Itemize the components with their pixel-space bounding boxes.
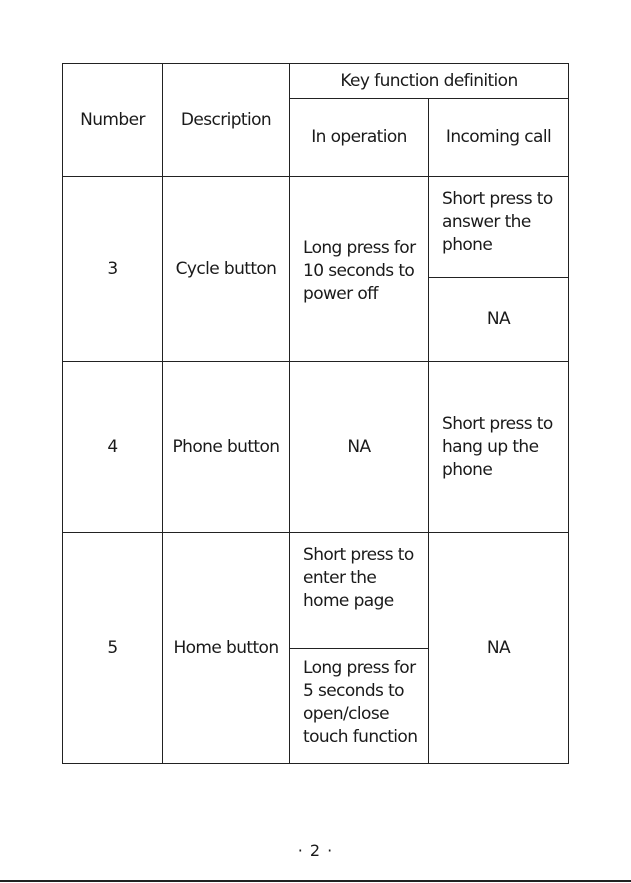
header-in-operation: In operation: [290, 99, 429, 177]
page-bottom-rule: [0, 880, 631, 882]
page-number: · 2 ·: [297, 841, 334, 860]
row-5-in-operation-short-press: Short press to enter the home page: [290, 533, 429, 649]
row-4-incoming-call: Short press to hang up the phone: [429, 362, 569, 533]
header-key-function-definition: Key function definition: [290, 64, 569, 99]
header-incoming-call: Incoming call: [429, 99, 569, 177]
row-5-in-operation-long-press: Long press for 5 seconds to open/close touch function: [290, 649, 429, 764]
row-3-number: 3: [63, 177, 163, 362]
row-5-description: Home button: [163, 533, 290, 764]
row-3-in-operation: Long press for 10 seconds to power off: [290, 177, 429, 362]
row-5-number: 5: [63, 533, 163, 764]
row-4-description: Phone button: [163, 362, 290, 533]
row-3-description: Cycle button: [163, 177, 290, 362]
row-3-incoming-call-na: NA: [429, 278, 569, 362]
row-5-incoming-call: NA: [429, 533, 569, 764]
row-3-incoming-call-short-press: Short press to answer the phone: [429, 177, 569, 278]
header-number: Number: [63, 64, 163, 177]
key-function-table: [62, 63, 569, 764]
row-4-in-operation: NA: [290, 362, 429, 533]
row-4-number: 4: [63, 362, 163, 533]
header-description: Description: [163, 64, 290, 177]
